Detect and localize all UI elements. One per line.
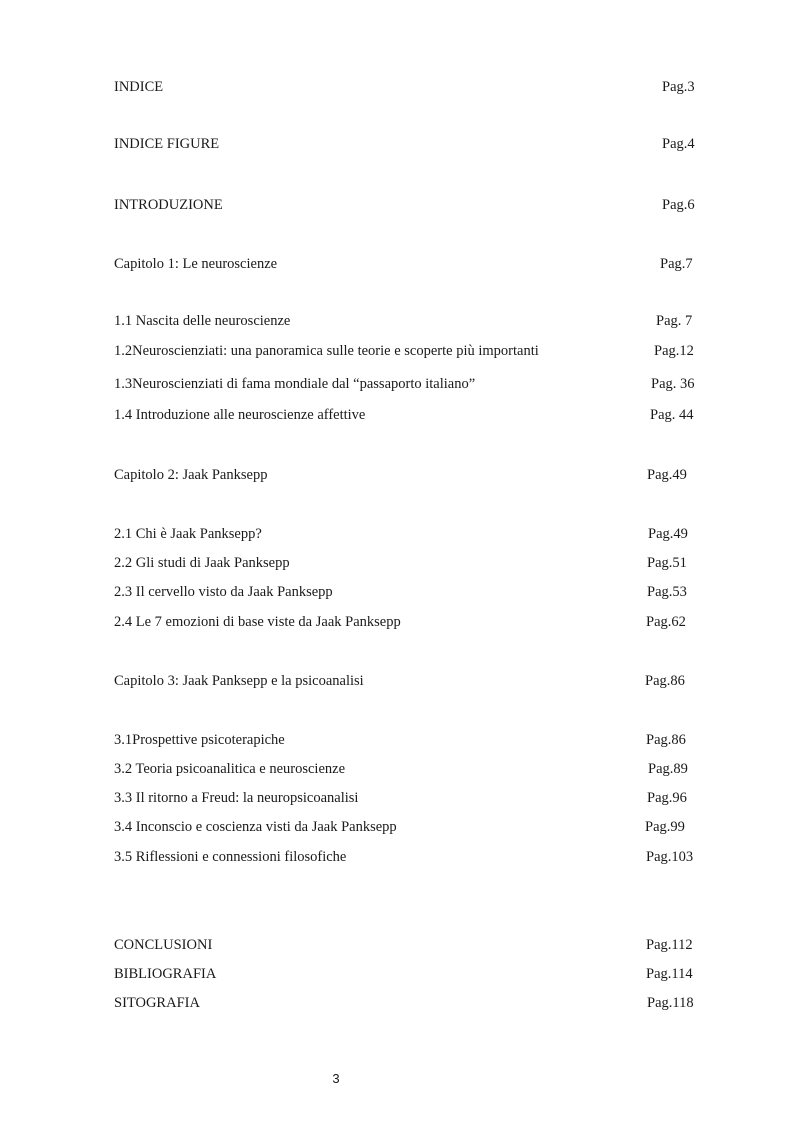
toc-entry bbox=[0, 133, 793, 155]
toc-entry-page: Pag. 36 bbox=[651, 376, 695, 392]
toc-entry-page: Pag.3 bbox=[662, 79, 695, 95]
toc-entry-title: Capitolo 3: Jaak Panksepp e la psicoanalisi bbox=[114, 673, 364, 689]
toc-entry-title: Capitolo 2: Jaak Panksepp bbox=[114, 467, 268, 483]
toc-entry bbox=[0, 76, 793, 98]
toc-entry-title: 3.2 Teoria psicoanalitica e neuroscienze bbox=[114, 761, 346, 777]
toc-entry-title: 2.1 Chi è Jaak Panksepp? bbox=[114, 526, 262, 542]
toc-entry-title: 2.4 Le 7 emozioni di base viste da Jaak Panksepp bbox=[114, 614, 401, 630]
toc-entry-page: Pag.7 bbox=[660, 256, 693, 272]
page-number: 3 bbox=[332, 1071, 340, 1086]
toc-entry-title: 3.1Prospettive psicoterapiche bbox=[114, 732, 285, 748]
toc-entry-title: 1.4 Introduzione alle neuroscienze affettive bbox=[114, 407, 366, 423]
toc-entry-title: Capitolo 1: Le neuroscienze bbox=[114, 256, 278, 272]
toc-entry-title: SITOGRAFIA bbox=[114, 995, 200, 1011]
toc-entry-page: Pag.53 bbox=[647, 584, 687, 600]
toc-entry bbox=[0, 816, 793, 838]
toc-entry-title: 2.3 Il cervello visto da Jaak Panksepp bbox=[114, 584, 333, 600]
toc-entry-title: 3.5 Riflessioni e connessioni filosofiche bbox=[114, 849, 347, 865]
toc-entry-page: Pag. 7 bbox=[656, 313, 693, 329]
toc-entry bbox=[0, 581, 793, 603]
toc-entry-title: INDICE bbox=[114, 79, 164, 95]
toc-entry bbox=[0, 340, 793, 362]
toc-entry-page: Pag.49 bbox=[647, 467, 687, 483]
toc-entry-title: 2.2 Gli studi di Jaak Panksepp bbox=[114, 555, 290, 571]
toc-entry-page: Pag.112 bbox=[646, 937, 693, 953]
toc-entry bbox=[0, 373, 793, 395]
toc-entry bbox=[0, 464, 793, 486]
toc-entry-page: Pag.96 bbox=[647, 790, 687, 806]
toc-entry bbox=[0, 253, 793, 275]
toc-entry-page: Pag.86 bbox=[646, 732, 686, 748]
toc-entry-page: Pag.12 bbox=[654, 343, 694, 359]
toc-entry-page: Pag.51 bbox=[647, 555, 687, 571]
toc-entry bbox=[0, 934, 793, 956]
toc-entry-page: Pag.4 bbox=[662, 136, 695, 152]
toc-entry-page: Pag.103 bbox=[646, 849, 694, 865]
toc-entry bbox=[0, 992, 793, 1014]
toc-entry bbox=[0, 670, 793, 692]
toc-entry-page: Pag.6 bbox=[662, 197, 695, 213]
toc-entry-page: Pag.114 bbox=[646, 966, 693, 982]
toc-entry-title: BIBLIOGRAFIA bbox=[114, 966, 217, 982]
toc-entry-page: Pag.118 bbox=[647, 995, 694, 1011]
toc-entry bbox=[0, 523, 793, 545]
toc-entry-page: Pag. 44 bbox=[650, 407, 694, 423]
toc-entry-title: INTRODUZIONE bbox=[114, 197, 223, 213]
toc-entry-title: 3.3 Il ritorno a Freud: la neuropsicoanalisi bbox=[114, 790, 359, 806]
toc-entry-page: Pag.99 bbox=[645, 819, 685, 835]
toc-entry-page: Pag.49 bbox=[648, 526, 688, 542]
toc-entry-title: 1.1 Nascita delle neuroscienze bbox=[114, 313, 291, 329]
toc-entry-title: INDICE FIGURE bbox=[114, 136, 220, 152]
toc-entry bbox=[0, 194, 793, 216]
toc-entry bbox=[0, 846, 793, 868]
toc-entry bbox=[0, 404, 793, 426]
toc-entry-page: Pag.62 bbox=[646, 614, 686, 630]
toc-entry bbox=[0, 758, 793, 780]
toc-entry bbox=[0, 310, 793, 332]
toc-entry bbox=[0, 552, 793, 574]
toc-entry-title: 1.3Neuroscienziati di fama mondiale dal “passaporto italiano” bbox=[114, 376, 476, 392]
toc-entry-title: CONCLUSIONI bbox=[114, 937, 213, 953]
toc-entry bbox=[0, 787, 793, 809]
toc-entry-page: Pag.89 bbox=[648, 761, 688, 777]
toc-entry-page: Pag.86 bbox=[645, 673, 685, 689]
toc-entry-title: 1.2Neuroscienziati: una panoramica sulle teorie e scoperte più importanti bbox=[114, 343, 539, 359]
toc-entry-title: 3.4 Inconscio e coscienza visti da Jaak Panksepp bbox=[114, 819, 397, 835]
toc-entry bbox=[0, 729, 793, 751]
toc-entry bbox=[0, 611, 793, 633]
toc-entry bbox=[0, 963, 793, 985]
